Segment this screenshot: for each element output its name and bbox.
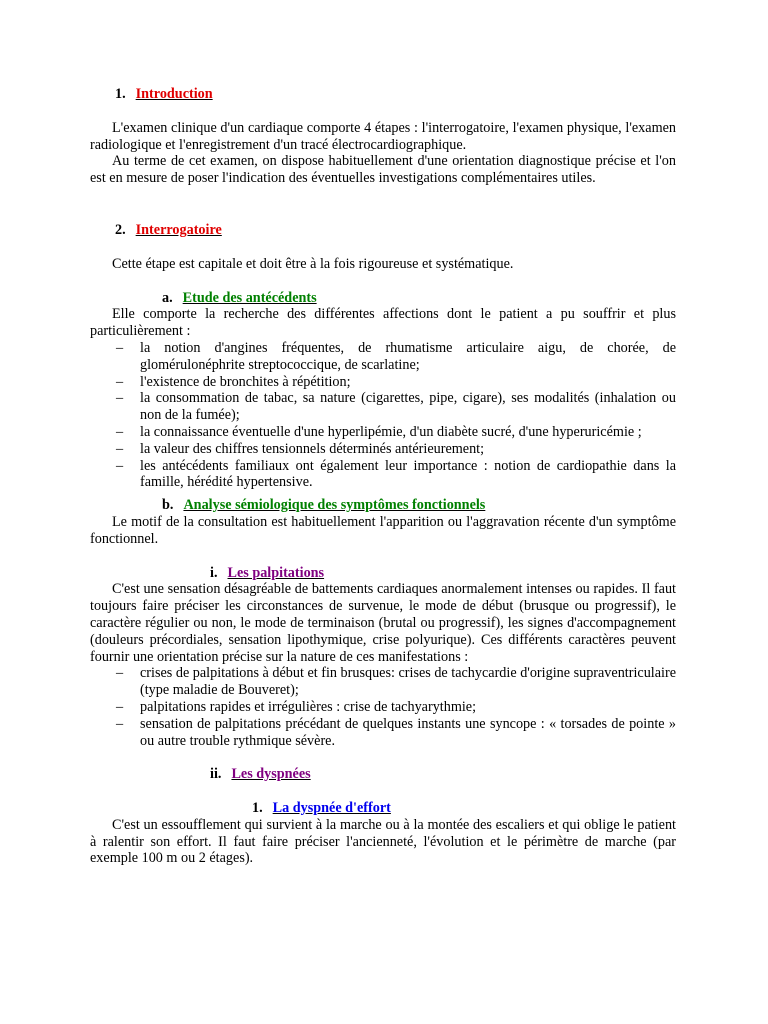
list-item: – la valeur des chiffres tensionnels déterminés antérieurement; xyxy=(90,441,676,458)
document-page xyxy=(90,86,676,867)
heading-title: Etude des antécédents xyxy=(182,289,317,306)
heading-title: Interrogatoire xyxy=(135,221,222,238)
heading-palpitations xyxy=(90,565,676,582)
palpitations-paragraph: C'est une sensation désagréable de battements cardiaques anormalement intenses ou rapides. Il faut toujours faire préciser les circonstances de survenue, le mode de début (brusque ou progressif), le caractère régulier ou non, le mode de terminaison (brutal ou progressif), les signes d'accompagnement (douleurs précordiales, sensation lipothymique, crise polyurique). Ces différents caractères peuvent fournir une orientation précise sur la nature de ces manifestations : xyxy=(90,581,676,665)
heading-title: Les palpitations xyxy=(227,564,325,581)
heading-title: La dyspnée d'effort xyxy=(272,800,391,817)
heading-analyse xyxy=(90,497,676,514)
heading-number: 1. xyxy=(115,86,126,102)
list-item: – palpitations rapides et irrégulières : crise de tachyarythmie; xyxy=(90,699,676,716)
heading-number: a. xyxy=(162,289,173,306)
heading-title: Analyse sémiologique des symptômes fonctionnels xyxy=(183,497,486,514)
heading-number: 2. xyxy=(115,221,126,238)
list-item: – la connaissance éventuelle d'une hyperlipémie, d'un diabète sucré, d'une hyperuricémie ; xyxy=(90,424,676,441)
heading-number: 1. xyxy=(252,800,263,817)
antecedents-list xyxy=(90,340,676,491)
heading-number: ii. xyxy=(210,766,222,783)
list-item: – la notion d'angines fréquentes, de rhumatisme articulaire aigu, de chorée, de glomérulonéphrite streptococcique, de scarlatine; xyxy=(90,340,676,374)
heading-title: Les dyspnées xyxy=(231,766,311,783)
heading-interrogatoire xyxy=(90,222,676,239)
heading-antecedents xyxy=(90,290,676,307)
heading-dyspnee-effort xyxy=(90,800,676,817)
palpitations-list xyxy=(90,665,676,749)
interrogatoire-paragraph: Cette étape est capitale et doit être à la fois rigoureuse et systématique. xyxy=(112,255,514,272)
intro-paragraph-2: Au terme de cet examen, on dispose habituellement d'une orientation diagnostique précise et l'on est en mesure de poser l'indication des éventuelles investigations complémentaires utiles. xyxy=(90,153,676,187)
heading-introduction xyxy=(90,86,676,103)
list-item: – sensation de palpitations précédant de quelques instants une syncope : « torsades de pointe » ou autre trouble rythmique sévère. xyxy=(90,716,676,750)
analyse-paragraph: Le motif de la consultation est habituellement l'apparition ou l'aggravation récente d'un symptôme fonctionnel. xyxy=(90,513,676,547)
list-item: – les antécédents familiaux ont également leur importance : notion de cardiopathie dans la famille, hérédité hypertensive. xyxy=(90,458,676,492)
heading-number: b. xyxy=(162,497,174,514)
list-item: – crises de palpitations à début et fin brusques: crises de tachycardie d'origine supraventriculaire (type maladie de Bouveret); xyxy=(90,665,676,699)
heading-title: Introduction xyxy=(135,86,213,102)
list-item: – la consommation de tabac, sa nature (cigarettes, pipe, cigare), ses modalités (inhalation ou non de la fumée); xyxy=(90,390,676,424)
list-item: – l'existence de bronchites à répétition; xyxy=(90,374,676,391)
heading-number: i. xyxy=(210,564,218,581)
dyspnee-effort-paragraph: C'est un essoufflement qui survient à la marche ou à la montée des escaliers et qui oblige le patient à ralentir son effort. Il faut faire préciser l'ancienneté, l'évolution et le périmètre de marche (par exemple 100 m ou 2 étages). xyxy=(90,816,676,867)
antecedents-paragraph: Elle comporte la recherche des différentes affections dont le patient a pu souffrir et plus particulièrement : xyxy=(90,306,676,340)
heading-dyspnees xyxy=(90,766,676,783)
intro-paragraph-1: L'examen clinique d'un cardiaque comporte 4 étapes : l'interrogatoire, l'examen physique, l'examen radiologique et l'enregistrement d'un tracé électrocardiographique. xyxy=(90,119,676,153)
